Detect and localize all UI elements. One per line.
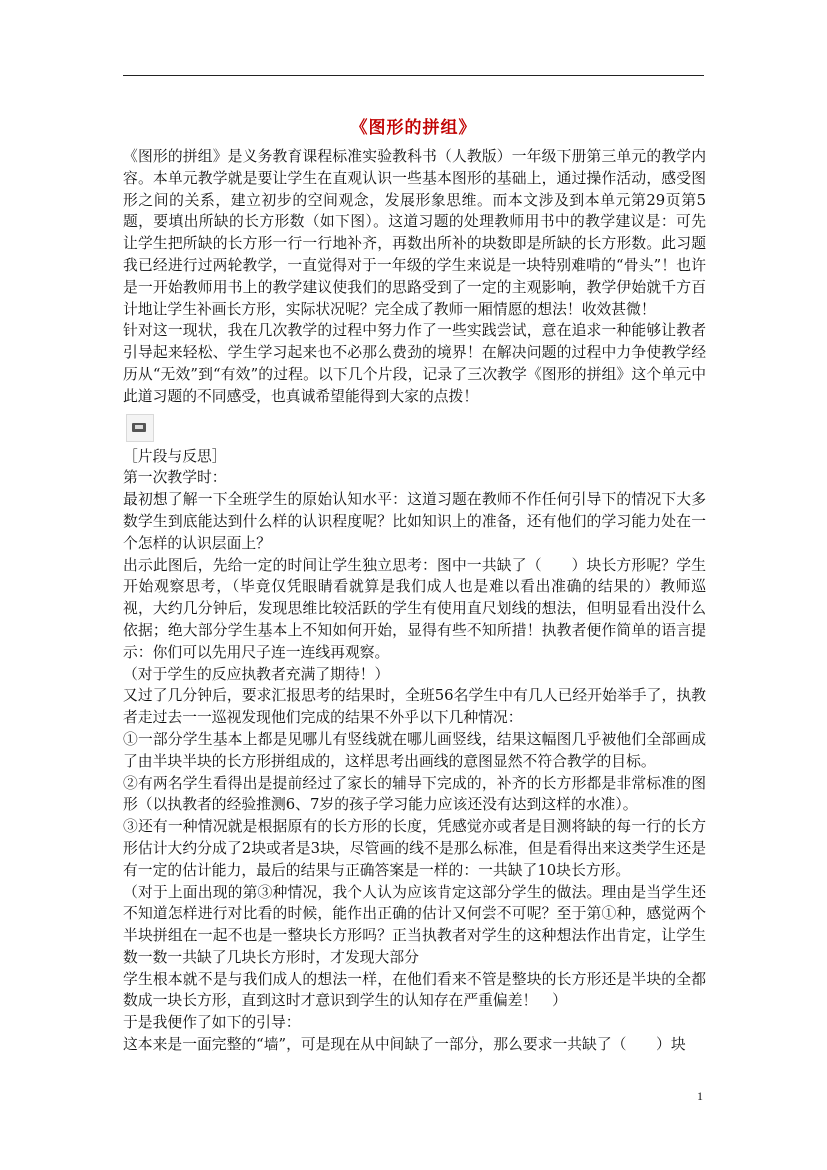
body-paragraph: （对于学生的反应执教者充满了期待！）: [123, 665, 390, 683]
intro-paragraph: 针对这一现状，我在几次教学的过程中努力作了一些实践尝试，意在追求一种能够让教者引导起来轻松、学生学习起来也不必那么费劲的境界！在解决问题的过程中力争使教学经历从“无效”到“有效”的过程。以下几个片段，记录了三次教学《图形的拼组》这个单元中此道习题的不同感受，也真诚希望能得到大家的点拨！: [123, 322, 706, 405]
body-paragraph: 又过了几分钟后，要求汇报思考的结果时，全班56名学生中有几人已经开始举手了，执教者走过去一一巡视发现他们完成的结果不外乎以下几种情况：: [123, 687, 706, 727]
body-paragraph: 于是我便作了如下的引导：: [123, 1014, 301, 1032]
document-title: 《图形的拼组》: [350, 118, 477, 138]
page-number: 1: [697, 1089, 703, 1103]
header-rule: [123, 75, 704, 76]
body-paragraph: 这本来是一面完整的“墙”，可是现在从中间缺了一部分，那么要求一共缺了（ ）块: [123, 1036, 686, 1054]
subsection-heading: 第一次教学时：: [123, 469, 227, 487]
body-paragraph: ①一部分学生基本上都是见哪儿有竖线就在哪儿画竖线，结果这幅图几乎被他们全部画成了由半块半块的长方形拼组成的，这样思考出画线的意图显然不符合教学的目标。: [123, 730, 706, 770]
body-paragraph: ②有两名学生看得出是提前经过了家长的辅导下完成的，补齐的长方形都是非常标准的图形（以执教者的经验推测6、7岁的孩子学习能力应该还没有达到这样的水准）。: [123, 774, 706, 814]
document-body: [123, 146, 706, 1056]
image-placeholder-icon: [126, 414, 154, 442]
body-paragraph: 出示此图后，先给一定的时间让学生独立思考：图中一共缺了（ ）块长方形呢？学生开始观察思考，（毕竟仅凭眼睛看就算是我们成人也是难以看出准确的结果的）教师巡视，大约几分钟后，发现思维比较活跃的学生有使用直尺划线的想法，但明显看出没什么依据；绝大部分学生基本上不知如何开始，显得有些不知所措！执教者便作简单的语言提示：你们可以先用尺子连一连线再观察。: [123, 556, 706, 661]
body-paragraph: ③还有一种情况就是根据原有的长方形的长度，凭感觉亦或者是目测将缺的每一行的长方形估计大约分成了2块或者是3块，尽管画的线不是那么标准，但是看得出来这类学生还是有一定的估计能力，最后的结果与正确答案是一样的：一共缺了10块长方形。: [123, 818, 706, 879]
intro-paragraph: 《图形的拼组》是义务教育课程标准实验教科书（人教版）一年级下册第三单元的教学内容。本单元教学就是要让学生在直观认识一些基本图形的基础上，通过操作活动，感受图形之间的关系，建立初步的空间观念，发展形象思维。而本文涉及到本单元第29页第5题，要填出所缺的长方形数（如下图）。这道习题的处理教师用书中的教学建议是：可先让学生把所缺的长方形一行一行地补齐，再数出所补的块数即是所缺的长方形数。此习题我已经进行过两轮教学，一直觉得对于一年级的学生来说是一块特别难啃的“骨头”！也许是一开始教师用书上的教学建议使我们的思路受到了一定的主观影响，教学伊始就千方百计地让学生补画长方形，实际状况呢？完全成了教师一厢情愿的想法！收效甚微！: [123, 148, 706, 318]
section-heading: ［片段与反思］: [123, 447, 227, 465]
picture-icon: [132, 423, 146, 432]
body-paragraph: 学生根本就不是与我们成人的想法一样，在他们看来不管是整块的长方形还是半块的全都数成一块长方形，直到这时才意识到学生的认知存在严重偏差！ ）: [123, 970, 706, 1010]
body-paragraph: 最初想了解一下全班学生的原始认知水平：这道习题在教师不作任何引导下的情况下大多数学生到底能达到什么样的认识程度呢？比如知识上的准备，还有他们的学习能力处在一个怎样的认识层面上？: [123, 491, 706, 552]
body-paragraph: （对于上面出现的第③种情况，我个人认为应该肯定这部分学生的做法。理由是当学生还不知道怎样进行对比看的时候，能作出正确的估计又何尝不可呢？至于第①种，感觉两个半块拼组在一起不也是一整块长方形吗？正当执教者对学生的这种想法作出肯定，让学生数一数一共缺了几块长方形时，才发现大部分: [123, 883, 706, 966]
